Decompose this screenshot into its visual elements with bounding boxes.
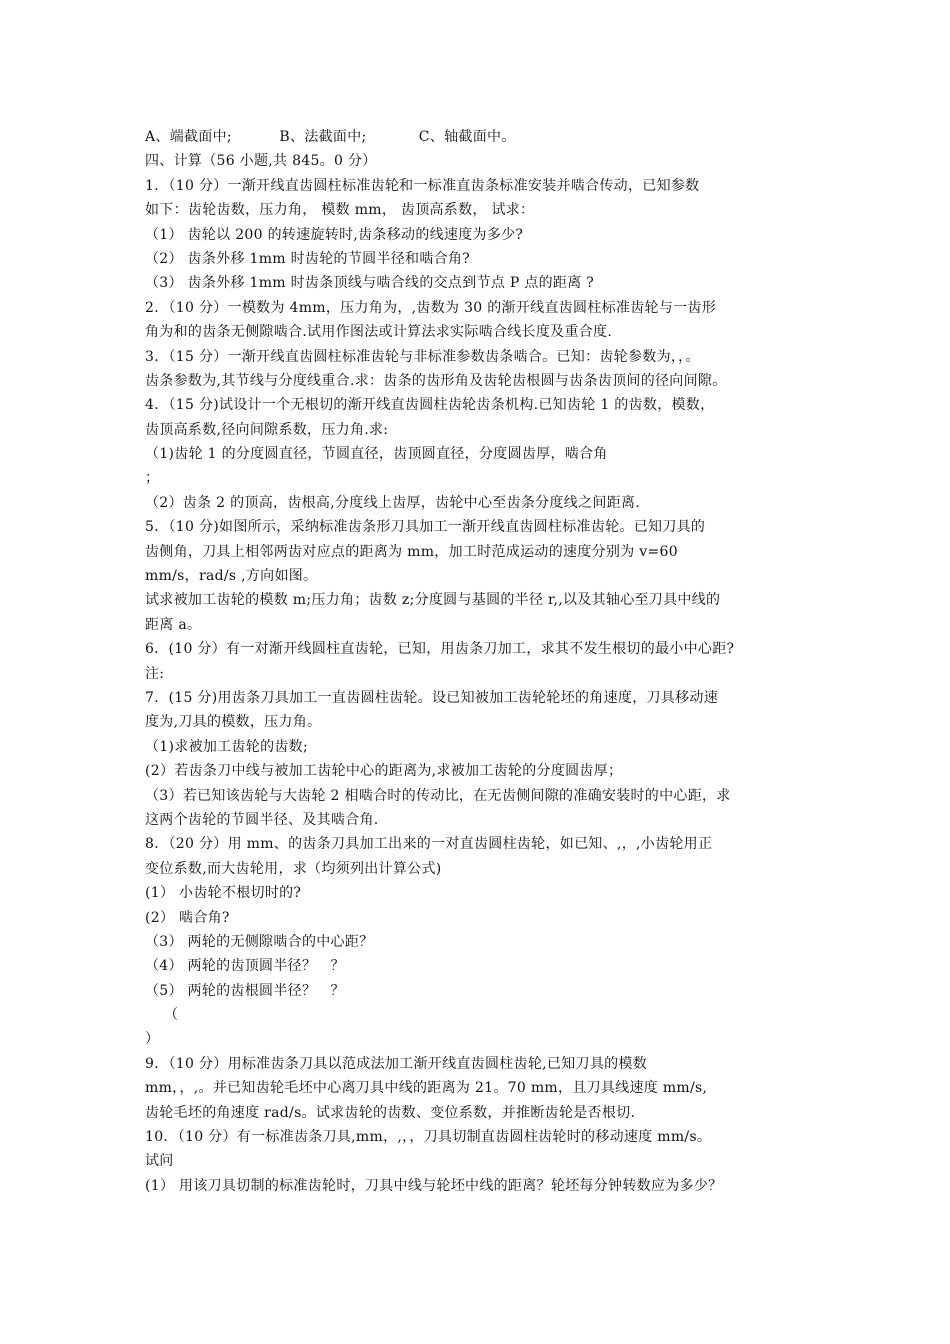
text-line: 10．（10 分）有一标准齿条刀具,mm，,，，刀具切制直齿圆柱齿轮时的移动速度 mm/s。 <box>145 1129 712 1146</box>
text-line: 齿顶高系数,径向间隙系数，压力角.求: <box>145 421 389 438</box>
text-line: （4） 两轮的齿顶圆半径？ ？ <box>145 958 345 975</box>
document-body <box>145 125 810 1198</box>
text-line: 9．（10 分）用标准齿条刀具以范成法加工渐开线直齿圆柱齿轮,已知刀具的模数 <box>145 1055 648 1072</box>
text-line: （1)齿轮 1 的分度圆直径，节圆直径，齿顶圆直径，分度圆齿厚，啮合角 <box>145 446 608 463</box>
text-line: （1） 齿轮以 200 的转速旋转时,齿条移动的线速度为多少? <box>145 226 524 243</box>
text-line: (2）若齿条刀中线与被加工齿轮中心的距离为,求被加工齿轮的分度圆齿厚； <box>145 763 623 780</box>
text-line: 3．（15 分）一渐开线直齿圆柱标准齿轮与非标准参数齿条啮合。已知：齿轮参数为，，。 <box>145 348 700 365</box>
text-line: （ <box>145 1007 179 1024</box>
text-line: 四、计算（56 小题,共 845。0 分） <box>145 153 377 170</box>
text-line: 试求被加工齿轮的模数 m;压力角；齿数 z;分度圆与基圆的半径 r,,以及其轴心至刀具中线的 <box>145 592 721 609</box>
text-line: 注: <box>145 665 165 682</box>
text-line: 齿条参数为,其节线与分度线重合.求：齿条的齿形角及齿轮齿根圆与齿条齿顶间的径向间隙。 <box>145 372 727 389</box>
text-line: 4．（15 分)试设计一个无根切的渐开线直齿圆柱齿轮齿条机构.已知齿轮 1 的齿数，模数， <box>145 397 715 414</box>
text-line: 距离 a。 <box>145 616 202 633</box>
text-line: 这两个齿轮的节圆半径、及其啮合角. <box>145 811 379 828</box>
text-line: （1)求被加工齿轮的齿数; <box>145 738 308 755</box>
text-line: 变位系数,而大齿轮用，求（均须列出计算公式) <box>145 860 442 877</box>
text-line: 5．（10 分)如图所示，采纳标准齿条形刀具加工一渐开线直齿圆柱标准齿轮。已知刀具的 <box>145 519 706 536</box>
text-line: 试问 <box>145 1153 174 1170</box>
text-line: 6．(10 分）有一对渐开线圆柱直齿轮，已知，用齿条刀加工，求其不发生根切的最小中心距? <box>145 641 735 658</box>
text-line: A、端截面中; B、法截面中; C、轴截面中。 <box>145 129 516 145</box>
text-line: (1） 用该刀具切制的标准齿轮时，刀具中线与轮坯中线的距离？轮坯每分钟转数应为多少？ <box>145 1177 723 1194</box>
text-line: 2．（10 分）一模数为 4mm，压力角为，,齿数为 30 的渐开线直齿圆柱标准齿轮与一齿形 <box>145 299 717 316</box>
text-line: （3） 两轮的无侧隙啮合的中心距？ <box>145 933 374 950</box>
text-line: 8．（20 分）用 mm、的齿条刀具加工出来的一对直齿圆柱齿轮，如已知、,，,小齿轮用正 <box>145 836 713 853</box>
text-line: （3）若已知该齿轮与大齿轮 2 相啮合时的传动比，在无齿侧间隙的准确安装时的中心距，求 <box>145 787 731 804</box>
text-line: (1） 小齿轮不根切时的? <box>145 885 302 902</box>
text-line: 1．（10 分）一渐开线直齿圆柱标准齿轮和一标准直齿条标准安装并啮合传动，已知参数 <box>145 177 700 194</box>
text-line: 角为和的齿条无侧隙啮合.试用作图法或计算法求实际啮合线长度及重合度. <box>145 324 613 341</box>
text-line: （2） 齿条外移 1mm 时齿轮的节圆半径和啮合角? <box>145 250 471 267</box>
text-line: 度为,刀具的模数，压力角。 <box>145 714 322 731</box>
text-line: （3） 齿条外移 1mm 时齿条顶线与啮合线的交点到节点 P 点的距离 ? <box>145 275 595 292</box>
text-line: 如下：齿轮齿数，压力角， 模数 mm， 齿顶高系数， 试求： <box>145 202 535 219</box>
text-line: 齿轮毛坯的角速度 rad/s。试求齿轮的齿数、变位系数，并推断齿轮是否根切. <box>145 1104 636 1121</box>
text-line: 齿侧角，刀具上相邻两齿对应点的距离为 mm，加工时范成运动的速度分别为 v=60 <box>145 543 678 560</box>
text-line: 7．(15 分)用齿条刀具加工一直齿圆柱齿轮。设已知被加工齿轮轮坯的角速度，刀具移动速 <box>145 689 718 706</box>
text-line: ） <box>145 1031 160 1048</box>
text-line: mm，，,。并已知齿轮毛坯中心离刀具中线的距离为 21。70 mm，且刀具线速度 mm/s, <box>145 1080 708 1097</box>
text-line: （5） 两轮的齿根圆半径？ ？ <box>145 982 345 999</box>
text-line: (2） 啮合角? <box>145 909 230 926</box>
text-line: （2）齿条 2 的顶高，齿根高,分度线上齿厚，齿轮中心至齿条分度线之间距离. <box>145 494 641 511</box>
text-line: mm/s，rad/s ,方向如图。 <box>145 568 318 585</box>
text-line: ； <box>145 470 160 487</box>
